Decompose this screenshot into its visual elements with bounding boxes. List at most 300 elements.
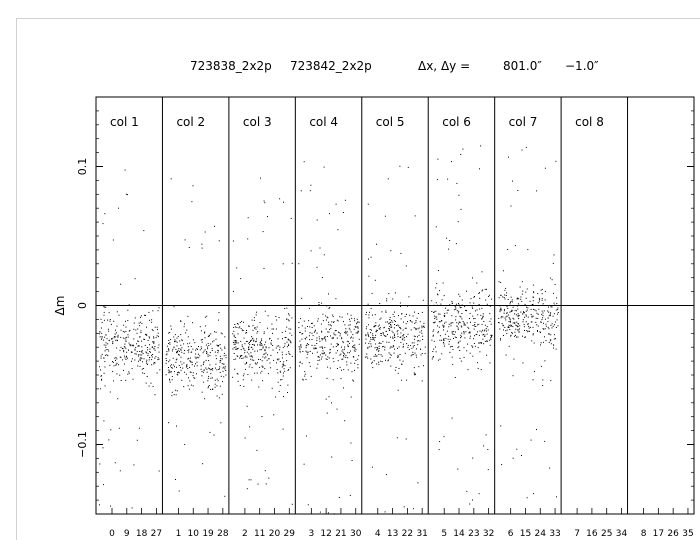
data-point (457, 469, 458, 470)
data-point (490, 337, 491, 338)
data-point (191, 201, 192, 202)
data-point (389, 319, 390, 320)
data-point (184, 372, 185, 373)
data-point (414, 327, 415, 328)
data-point (514, 313, 515, 314)
data-point (408, 345, 409, 346)
data-point (298, 263, 299, 264)
x-tick-label: 22 (401, 529, 414, 539)
data-point (115, 360, 116, 361)
data-point (110, 321, 111, 322)
data-point (114, 337, 115, 338)
data-point (486, 328, 487, 329)
data-point (123, 338, 124, 339)
data-point (270, 338, 271, 339)
data-point (354, 329, 355, 330)
data-point (140, 336, 141, 337)
data-point (368, 336, 369, 337)
data-point (555, 338, 556, 339)
data-point (378, 326, 379, 327)
data-point (202, 342, 203, 343)
data-point (400, 303, 401, 304)
data-point (210, 352, 211, 353)
data-point (520, 297, 521, 298)
data-point (246, 362, 247, 363)
data-point (174, 371, 175, 372)
data-point (389, 342, 390, 343)
data-point (478, 293, 479, 294)
data-point (379, 346, 380, 347)
data-point (405, 316, 406, 317)
data-point (268, 358, 269, 359)
data-point (354, 370, 355, 371)
data-point (554, 339, 555, 340)
data-point (504, 309, 505, 310)
data-point (348, 346, 349, 347)
data-point (284, 371, 285, 372)
data-point (518, 323, 519, 324)
data-point (515, 335, 516, 336)
data-point (419, 332, 420, 333)
data-point (287, 392, 288, 393)
data-point (458, 329, 459, 330)
data-point (440, 304, 441, 305)
data-point (455, 377, 456, 378)
data-point (306, 345, 307, 346)
x-tick-label: 24 (534, 529, 546, 539)
data-point (392, 299, 393, 300)
data-point (210, 373, 211, 374)
data-point (284, 346, 285, 347)
data-point (187, 368, 188, 369)
data-point (102, 338, 103, 339)
data-point (453, 349, 454, 350)
data-point (105, 347, 106, 348)
data-point (109, 312, 110, 313)
data-point (264, 344, 265, 345)
data-point (439, 327, 440, 328)
data-point (212, 368, 213, 369)
data-point (351, 315, 352, 316)
x-tick-label: 31 (416, 529, 428, 539)
data-point (512, 181, 513, 182)
data-point (504, 313, 505, 314)
data-point (539, 299, 540, 300)
data-point (527, 331, 528, 332)
data-point (490, 362, 491, 363)
data-point (379, 343, 380, 344)
data-point (314, 345, 315, 346)
data-point (261, 345, 262, 346)
data-point (318, 360, 319, 361)
data-point (307, 343, 308, 344)
data-point (238, 324, 239, 325)
data-point (553, 316, 554, 317)
data-point (254, 317, 255, 318)
data-point (465, 331, 466, 332)
data-point (226, 355, 227, 356)
data-point (486, 331, 487, 332)
data-point (379, 325, 380, 326)
x-tick-label: 30 (350, 529, 362, 539)
data-point (180, 321, 181, 322)
data-point (393, 346, 394, 347)
data-point (209, 385, 210, 386)
data-point (520, 312, 521, 313)
data-point (458, 312, 459, 313)
data-point (442, 325, 443, 326)
data-point (479, 304, 480, 305)
data-point (319, 357, 320, 358)
data-point (198, 346, 199, 347)
data-point (376, 244, 377, 245)
data-point (414, 312, 415, 313)
data-point (184, 353, 185, 354)
data-point (182, 340, 183, 341)
data-point (394, 337, 395, 338)
data-point (544, 441, 545, 442)
data-point (375, 337, 376, 338)
data-point (170, 344, 171, 345)
data-point (482, 324, 483, 325)
data-point (512, 310, 513, 311)
data-point (257, 331, 258, 332)
data-point (260, 373, 261, 374)
data-point (403, 344, 404, 345)
data-point (413, 508, 414, 509)
data-point (115, 336, 116, 337)
data-point (209, 364, 210, 365)
data-point (246, 330, 247, 331)
data-point (308, 320, 309, 321)
data-point (133, 379, 134, 380)
data-point (372, 467, 373, 468)
data-point (125, 340, 126, 341)
data-point (172, 351, 173, 352)
data-point (279, 317, 280, 318)
x-tick-label: 14 (453, 529, 465, 539)
x-tick-label: 20 (268, 529, 281, 539)
data-point (407, 347, 408, 348)
data-point (170, 339, 171, 340)
data-point (141, 346, 142, 347)
data-point (309, 326, 310, 327)
data-point (232, 377, 233, 378)
data-point (175, 390, 176, 391)
data-point (149, 349, 150, 350)
data-point (171, 364, 172, 365)
data-point (481, 308, 482, 309)
data-point (291, 218, 292, 219)
data-point (256, 450, 257, 451)
data-point (519, 315, 520, 316)
data-point (548, 307, 549, 308)
data-point (103, 223, 104, 224)
data-point (154, 358, 155, 359)
data-point (288, 319, 289, 320)
data-point (461, 209, 462, 210)
data-point (437, 294, 438, 295)
data-point (331, 325, 332, 326)
data-point (509, 329, 510, 330)
data-point (144, 373, 145, 374)
data-point (533, 291, 534, 292)
data-point (521, 455, 522, 456)
data-point (215, 384, 216, 385)
data-point (462, 149, 463, 150)
data-point (341, 347, 342, 348)
data-point (118, 364, 119, 365)
data-point (106, 349, 107, 350)
data-point (269, 363, 270, 364)
data-point (323, 350, 324, 351)
data-point (107, 355, 108, 356)
data-point (451, 325, 452, 326)
data-point (436, 302, 437, 303)
data-point (186, 374, 187, 375)
data-point (125, 338, 126, 339)
data-point (321, 324, 322, 325)
data-point (530, 327, 531, 328)
data-point (500, 425, 501, 426)
data-point (217, 345, 218, 346)
data-point (201, 346, 202, 347)
data-point (353, 347, 354, 348)
data-point (446, 238, 447, 239)
data-point (512, 333, 513, 334)
data-point (216, 339, 217, 340)
data-point (281, 379, 282, 380)
data-point (357, 327, 358, 328)
data-point (158, 333, 159, 334)
data-point (556, 310, 557, 311)
data-point (174, 339, 175, 340)
data-point (204, 398, 205, 399)
data-point (215, 364, 216, 365)
data-point (474, 343, 475, 344)
data-point (555, 322, 556, 323)
data-point (386, 312, 387, 313)
data-point (521, 301, 522, 302)
data-point (302, 351, 303, 352)
data-point (503, 329, 504, 330)
data-point (109, 340, 110, 341)
data-point (249, 426, 250, 427)
data-point (322, 347, 323, 348)
data-point (401, 314, 402, 315)
data-point (253, 330, 254, 331)
data-point (110, 392, 111, 393)
data-point (286, 337, 287, 338)
data-point (304, 321, 305, 322)
data-point (460, 335, 461, 336)
data-point (317, 364, 318, 365)
data-point (218, 369, 219, 370)
data-point (133, 345, 134, 346)
data-point (152, 357, 153, 358)
data-point (419, 335, 420, 336)
data-point (399, 346, 400, 347)
data-point (264, 268, 265, 269)
data-point (416, 355, 417, 356)
data-point (407, 321, 408, 322)
data-point (251, 380, 252, 381)
data-point (177, 390, 178, 391)
data-point (166, 351, 167, 352)
data-point (482, 334, 483, 335)
data-point (374, 360, 375, 361)
x-tick-label: 35 (682, 529, 694, 539)
data-point (511, 335, 512, 336)
data-point (355, 327, 356, 328)
data-point (327, 359, 328, 360)
data-point (220, 362, 221, 363)
data-point (433, 322, 434, 323)
data-point (438, 314, 439, 315)
data-point (208, 376, 209, 377)
data-point (357, 359, 358, 360)
data-point (452, 346, 453, 347)
data-point (235, 347, 236, 348)
data-point (152, 310, 153, 311)
data-point (467, 322, 468, 323)
data-point (343, 369, 344, 370)
data-point (101, 379, 102, 380)
data-point (484, 336, 485, 337)
data-point (300, 351, 301, 352)
data-point (253, 340, 254, 341)
data-point (151, 355, 152, 356)
data-point (322, 348, 323, 349)
data-point (524, 317, 525, 318)
data-point (327, 367, 328, 368)
data-point (444, 346, 445, 347)
data-point (436, 351, 437, 352)
data-point (507, 249, 508, 250)
data-point (244, 349, 245, 350)
data-point (260, 342, 261, 343)
data-point (147, 364, 148, 365)
data-point (365, 335, 366, 336)
data-point (311, 250, 312, 251)
data-point (482, 317, 483, 318)
data-point (219, 312, 220, 313)
data-point (149, 357, 150, 358)
data-point (387, 321, 388, 322)
data-point (434, 341, 435, 342)
data-point (513, 307, 514, 308)
data-point (506, 355, 507, 356)
data-point (210, 333, 211, 334)
data-point (499, 281, 500, 282)
data-point (117, 311, 118, 312)
data-point (157, 335, 158, 336)
data-point (316, 343, 317, 344)
data-point (212, 348, 213, 349)
data-point (258, 387, 259, 388)
data-point (511, 326, 512, 327)
data-point (172, 349, 173, 350)
data-point (448, 249, 449, 250)
data-point (139, 351, 140, 352)
data-point (477, 309, 478, 310)
data-point (186, 364, 187, 365)
column-label: col 8 (575, 115, 604, 129)
data-point (351, 397, 352, 398)
data-point (202, 371, 203, 372)
data-point (452, 334, 453, 335)
data-point (537, 330, 538, 331)
data-point (416, 329, 417, 330)
data-point (384, 349, 385, 350)
data-point (531, 440, 532, 441)
data-point (213, 435, 214, 436)
data-point (350, 338, 351, 339)
data-point (245, 369, 246, 370)
data-point (371, 330, 372, 331)
data-point (220, 348, 221, 349)
data-point (386, 300, 387, 301)
data-point (518, 298, 519, 299)
data-point (461, 326, 462, 327)
data-point (254, 320, 255, 321)
data-point (242, 330, 243, 331)
data-point (503, 270, 504, 271)
data-point (129, 373, 130, 374)
data-point (283, 429, 284, 430)
data-point (417, 336, 418, 337)
data-point (125, 348, 126, 349)
data-point (444, 295, 445, 296)
data-point (289, 354, 290, 355)
data-point (512, 326, 513, 327)
data-point (518, 316, 519, 317)
data-point (171, 395, 172, 396)
data-point (126, 359, 127, 360)
data-point (345, 200, 346, 201)
data-point (251, 336, 252, 337)
data-point (541, 290, 542, 291)
data-point (457, 326, 458, 327)
data-point (526, 330, 527, 331)
data-point (250, 356, 251, 357)
data-point (310, 332, 311, 333)
data-point (445, 334, 446, 335)
data-point (321, 303, 322, 304)
data-point (256, 312, 257, 313)
data-point (290, 342, 291, 343)
data-point (204, 370, 205, 371)
data-point (506, 292, 507, 293)
data-point (199, 355, 200, 356)
x-tick-label: 3 (308, 529, 315, 539)
data-point (192, 362, 193, 363)
data-point (316, 368, 317, 369)
data-point (406, 380, 407, 381)
data-point (153, 338, 154, 339)
data-point (478, 347, 479, 348)
data-point (498, 322, 499, 323)
data-point (490, 339, 491, 340)
data-point (207, 372, 208, 373)
data-point (197, 365, 198, 366)
data-point (247, 488, 248, 489)
data-point (282, 367, 283, 368)
data-point (234, 336, 235, 337)
data-point (390, 322, 391, 323)
data-point (365, 357, 366, 358)
data-point (283, 373, 284, 374)
